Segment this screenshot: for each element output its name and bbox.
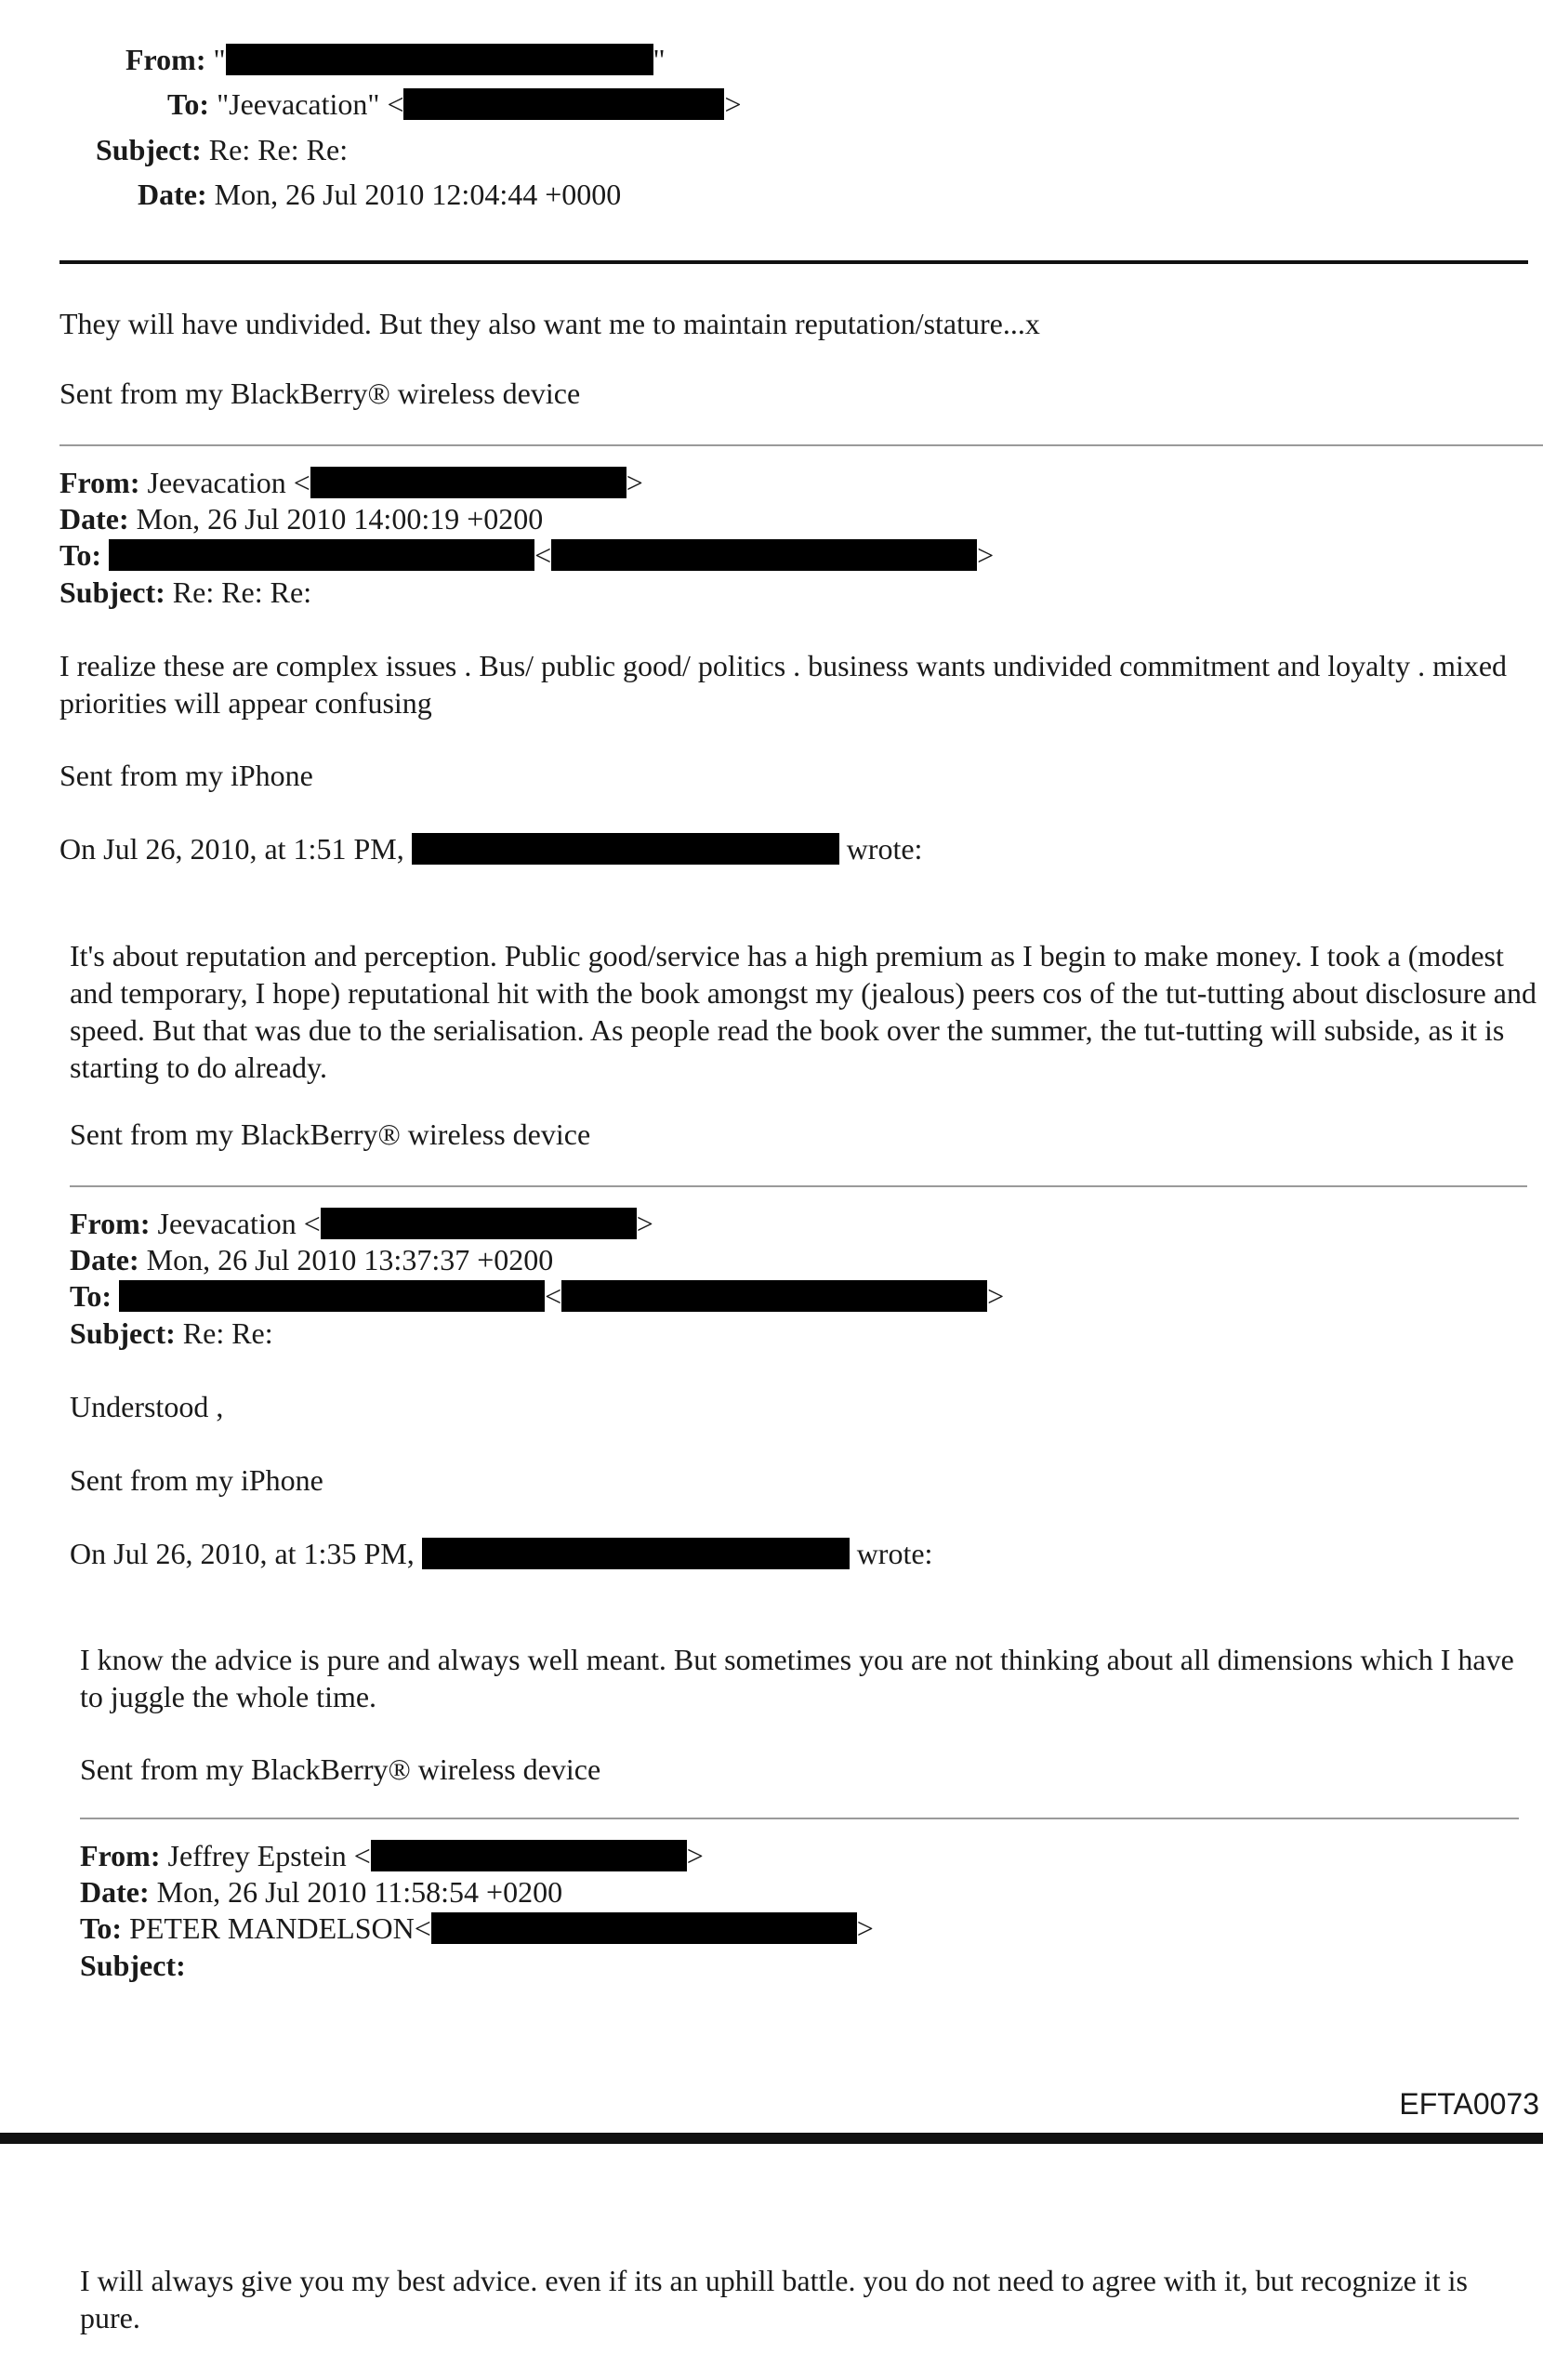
msg5-signature: Sent from my BlackBerry® wireless device: [80, 1752, 601, 1786]
subject-label: Subject:: [59, 575, 165, 609]
hdr3-subject-line: [70, 1315, 273, 1352]
from-quote-close: ": [653, 43, 666, 76]
subject-label: Subject:: [70, 1316, 176, 1350]
redaction-bar: [226, 44, 653, 75]
redaction-bar: [403, 88, 724, 120]
subject-value: Re: Re: Re:: [172, 575, 312, 609]
redaction-bar: [422, 1538, 850, 1569]
date-label: Date:: [70, 1243, 139, 1276]
to-bracket-close: >: [856, 1911, 874, 1945]
redaction-bar: [551, 539, 977, 571]
from-label: From:: [59, 466, 140, 499]
msg4-quote-attribution: [70, 1535, 932, 1572]
page-stamp: EFTA0073: [1399, 2087, 1539, 2121]
date-value: Mon, 26 Jul 2010 13:37:37 +0200: [146, 1243, 554, 1276]
quote-suffix: wrote:: [846, 832, 923, 866]
from-bracket-close: >: [636, 1207, 653, 1240]
redaction-bar: [412, 833, 839, 865]
msg2-signature: Sent from my iPhone: [59, 759, 313, 792]
subject-label: Subject:: [80, 1949, 186, 1982]
hdr3-to-line: [70, 1277, 1004, 1315]
subject-label: Subject:: [96, 133, 202, 166]
top-from-line: [125, 41, 666, 78]
date-value: Mon, 26 Jul 2010 11:58:54 +0200: [156, 1875, 563, 1909]
header-divider: [59, 260, 1528, 264]
msg1-body: They will have undivided. But they also want me to maintain reputation/stature...x: [59, 307, 1040, 340]
separator-line: [80, 1818, 1519, 1819]
from-label: From:: [70, 1207, 151, 1240]
msg3-body: It's about reputation and perception. Public good/service has a high premium as I begin to make money. I took a (modest and temporary, I hope) reputational hit with the book amongst my (jealous) peers cos of the tut-tutting about disclosure and speed. But that was due to the serialisation. As people read the book over the summer, the tut-tutting will subside, as it is starting to do already.: [70, 939, 1536, 1084]
date-label: Date:: [80, 1875, 150, 1909]
from-bracket-close: >: [686, 1839, 704, 1872]
redaction-bar: [109, 539, 534, 571]
from-label: From:: [80, 1839, 161, 1872]
msg2-body: I realize these are complex issues . Bus/ public good/ politics . business wants undivided commitment and loyalty . mixed priorities will appear confusing: [59, 649, 1508, 720]
msg4-body: Understood ,: [70, 1390, 224, 1423]
redaction-bar: [119, 1280, 545, 1312]
to-bracket-close: >: [977, 538, 995, 572]
redaction-bar: [431, 1912, 857, 1944]
msg6-body: I will always give you my best advice. even if its an uphill battle. you do not need to agree with it, but recognize it is pure.: [80, 2264, 1468, 2334]
from-value: Jeevacation <: [157, 1207, 321, 1240]
to-bracket-close: >: [987, 1279, 1005, 1313]
from-quote-open: ": [213, 43, 226, 76]
hdr4-from-line: [80, 1837, 704, 1874]
from-value: Jeffrey Epstein <: [167, 1839, 371, 1872]
redaction-bar: [371, 1840, 687, 1871]
from-bracket-close: >: [626, 466, 643, 499]
date-value: Mon, 26 Jul 2010 14:00:19 +0200: [136, 502, 544, 536]
date-value: Mon, 26 Jul 2010 12:04:44 +0000: [214, 178, 622, 211]
quote-prefix: On Jul 26, 2010, at 1:35 PM,: [70, 1537, 415, 1570]
to-bracket-close: >: [724, 87, 742, 121]
to-label: To:: [80, 1911, 123, 1945]
to-label: To:: [167, 87, 210, 121]
hdr4-date-line: [80, 1873, 562, 1911]
from-value: Jeevacation <: [147, 466, 310, 499]
msg4-signature: Sent from my iPhone: [70, 1463, 323, 1497]
hdr3-date-line: [70, 1241, 553, 1278]
redaction-bar: [321, 1208, 637, 1239]
msg3-signature: Sent from my BlackBerry® wireless device: [70, 1117, 591, 1151]
from-label: From:: [125, 43, 206, 76]
hdr2-to-line: [59, 536, 994, 574]
quote-suffix: wrote:: [856, 1537, 933, 1570]
to-value: "Jeevacation" <: [217, 87, 404, 121]
redaction-bar: [561, 1280, 987, 1312]
hdr4-to-line: [80, 1910, 874, 1947]
hdr2-subject-line: [59, 574, 311, 611]
to-bracket-open: <: [545, 1279, 562, 1313]
hdr4-subject-line: [80, 1947, 186, 1984]
top-date-line: [138, 176, 621, 213]
page-break-bar: [0, 2133, 1543, 2144]
hdr3-from-line: [70, 1205, 653, 1242]
date-label: Date:: [138, 178, 207, 211]
separator-line: [59, 444, 1543, 446]
hdr2-date-line: [59, 500, 543, 537]
msg5-body: I know the advice is pure and always well meant. But sometimes you are not thinking about all dimensions which I have to juggle the whole time.: [80, 1643, 1514, 1713]
hdr2-from-line: [59, 464, 643, 501]
to-label: To:: [59, 538, 102, 572]
msg2-quote-attribution: [59, 830, 922, 867]
top-subject-line: [96, 131, 348, 168]
to-bracket-open: <: [534, 538, 552, 572]
top-to-line: [167, 86, 742, 123]
redaction-bar: [310, 467, 626, 498]
date-label: Date:: [59, 502, 129, 536]
separator-line: [70, 1185, 1527, 1187]
subject-value: Re: Re: Re:: [208, 133, 349, 166]
subject-value: Re: Re:: [182, 1316, 273, 1350]
to-value: PETER MANDELSON<: [129, 1911, 431, 1945]
to-label: To:: [70, 1279, 112, 1313]
quote-prefix: On Jul 26, 2010, at 1:51 PM,: [59, 832, 404, 866]
msg1-signature: Sent from my BlackBerry® wireless device: [59, 377, 581, 410]
